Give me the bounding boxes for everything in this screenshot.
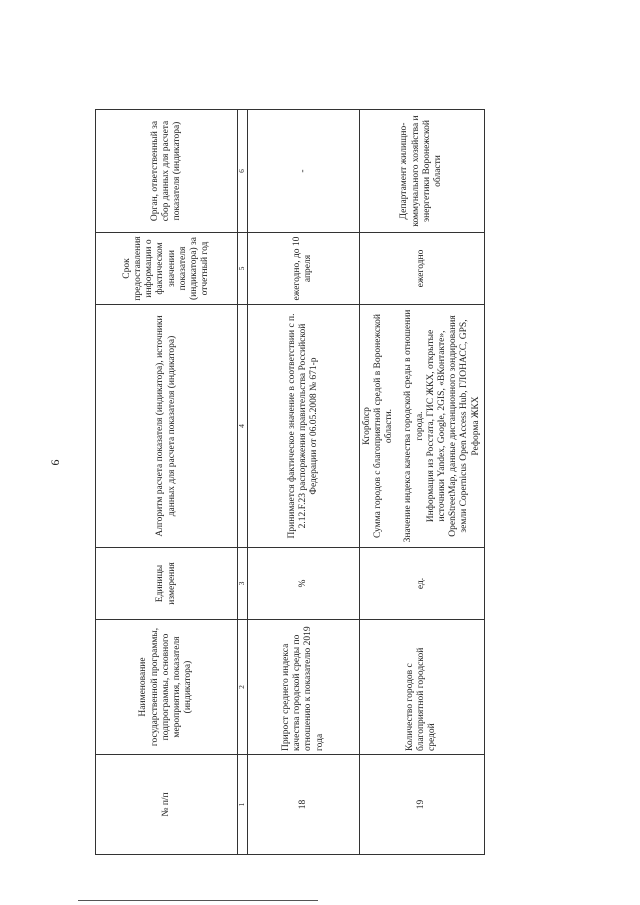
header-unit: Единицы измерения	[96, 548, 238, 620]
header-name: Наименование государственной программы, подпрограммы, основного мероприятия, показателя (индикатора)	[96, 620, 238, 755]
algorithm-line: Сумма городов с благоприятной средой в Воронежской области.	[373, 313, 395, 539]
row-deadline: ежегодно, до 10 апреля	[247, 233, 359, 305]
header-deadline: Срок предоставления информации о фактическом значении показателя (индикатора) за отчетный год	[96, 233, 238, 305]
row-responsible-body: -	[247, 110, 359, 233]
header-row	[96, 110, 238, 855]
header-body: Орган, ответственный за сбор данных для расчета показателя (индикатора)	[96, 110, 238, 233]
algorithm-formula: Кгорблср	[361, 407, 372, 445]
header-num: № п/п	[96, 755, 238, 855]
footer-divider	[78, 900, 318, 901]
row-num: 19	[359, 755, 484, 855]
row-num: 18	[247, 755, 359, 855]
column-number: 6	[238, 110, 248, 233]
column-number: 1	[238, 755, 248, 855]
column-number: 3	[238, 548, 248, 620]
table-row	[359, 110, 484, 855]
rotated-table-container	[95, 110, 480, 855]
indicators-table	[95, 109, 485, 855]
row-indicator-name: Количество городов с благоприятной городской средой	[359, 620, 484, 755]
row-unit: ед.	[359, 548, 484, 620]
row-unit: %	[247, 548, 359, 620]
column-number: 4	[238, 305, 248, 548]
row-algorithm: Принимается фактическое значение в соответствии с п. 2.12.F.23 распоряжения правительства Российской Федерации от 06.05.2008 № 671-р	[247, 305, 359, 548]
table-row	[247, 110, 359, 855]
algorithm-line: Значение индекса качества городской среды в отношении города.	[403, 309, 425, 543]
column-number-row	[238, 110, 248, 855]
column-number: 5	[238, 233, 248, 305]
row-indicator-name: Прирост среднего индекса качества городской среды по отношению к показателю 2019 года	[247, 620, 359, 755]
column-number: 2	[238, 620, 248, 755]
algorithm-sources: Информация из Росстата, ГИС ЖКХ, открытые источники Yandex, Google, 2GIS, «ВКонтакте», OpenStreetMap, данные дистанционного зондирования земли Copernicus Open Access Hub, ГЛОНАСС, GPS, Реформа ЖКХ	[425, 315, 481, 537]
row-deadline: ежегодно	[359, 233, 484, 305]
page-number: 9	[48, 459, 63, 466]
row-algorithm	[359, 305, 484, 548]
row-responsible-body: Департамент жилищно-коммунального хозяйства и энергетики Воронежской области	[359, 110, 484, 233]
header-algorithm: Алгоритм расчета показателя (индикатора), источники данных для расчета показателя (индикатора)	[96, 305, 238, 548]
